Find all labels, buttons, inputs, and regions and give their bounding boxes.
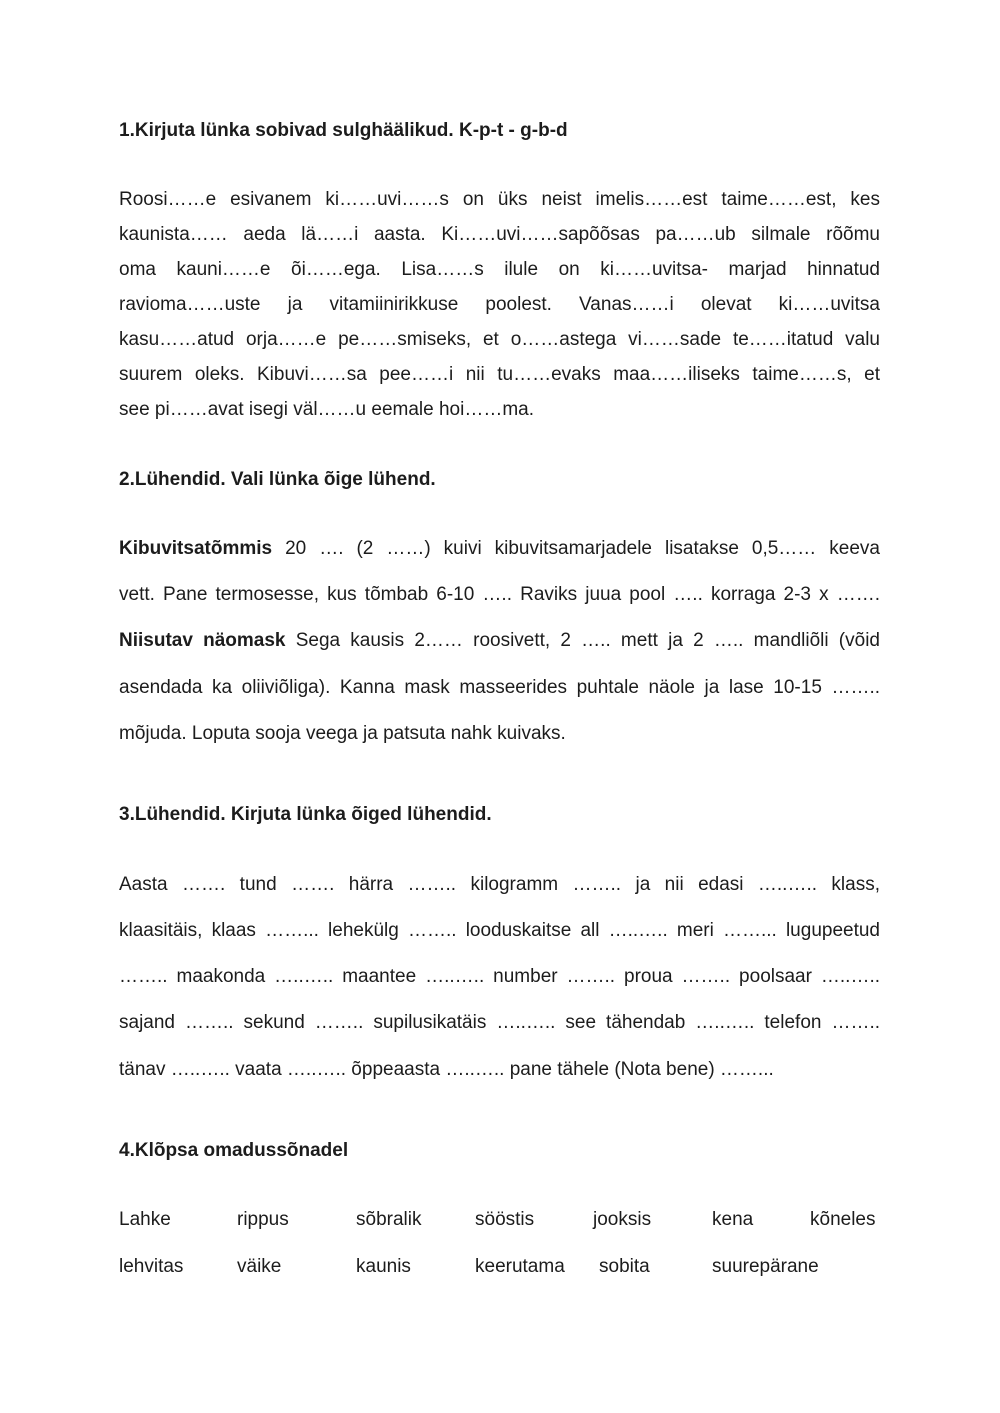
s1-line-7: see pi……avat isegi väl……u eemale hoi……ma. (119, 399, 535, 420)
s3-line-3: …….. maakonda …..….. maantee …..….. number …….. proua …….. poolsaar …..….. (119, 966, 880, 987)
s2-line-1-text: 20 …. (2 ……) kuivi kibuvitsamarjadele lisatakse 0,5…… keeva (272, 538, 880, 559)
word-kena[interactable]: kena (712, 1209, 754, 1230)
word-rippus[interactable]: rippus (237, 1209, 289, 1230)
section-2-title: 2.Lühendid. Vali lünka õige lühend. (119, 469, 436, 490)
recipe-1-name: Kibuvitsatõmmis (119, 538, 273, 559)
section-1-title: 1.Kirjuta lünka sobivad sulghäälikud. K-p-t - g-b-d (119, 120, 568, 141)
word-sobita[interactable]: sobita (599, 1256, 650, 1277)
section-3-title: 3.Lühendid. Kirjuta lünka õiged lühendid. (119, 804, 492, 825)
word-jooksis[interactable]: jooksis (593, 1209, 652, 1230)
s1-line-5: kasu……atud orja……e pe……smiseks, et o……astega vi……sade te……itatud valu (119, 329, 880, 350)
s1-line-2: kaunista…… aeda lä……i aasta. Ki……uvi……sapõõsas pa……ub silmale rõõmu (119, 224, 880, 245)
s2-line-4: asendada ka oliiviõliga). Kanna mask masseerides puhtale näole ja lase 10-15 …….. (119, 677, 880, 698)
s1-line-4: ravioma……uste ja vitamiinirikkuse poolest. Vanas……i olevat ki……uvitsa (119, 294, 880, 315)
word-soostis[interactable]: sööstis (475, 1209, 535, 1230)
section-4-title: 4.Klõpsa omadussõnadel (119, 1140, 349, 1161)
s3-line-2: klaasitäis, klaas ……... lehekülg …….. looduskaitse all …..….. meri ……... lugupeetud (119, 920, 880, 941)
s2-line-2: vett. Pane termosesse, kus tõmbab 6-10 ….. Raviks juua pool ….. korraga 2-3 x ……. (119, 584, 880, 605)
s1-line-3: oma kauni……e õi……ega. Lisa……s ilule on ki……uvitsa- marjad hinnatud (119, 259, 880, 280)
word-suureparane[interactable]: suurepärane (712, 1256, 819, 1277)
word-lahke[interactable]: Lahke (119, 1209, 171, 1230)
word-lehvitas[interactable]: lehvitas (119, 1256, 184, 1277)
s2-line-3-text: Sega kausis 2…… roosivett, 2 ….. mett ja 2 ….. mandliõli (võid (285, 630, 880, 651)
s3-line-4: sajand …….. sekund …….. supilusikatäis …..….. see tähendab …..….. telefon …….. (119, 1012, 880, 1033)
s2-line-5: mõjuda. Loputa sooja veega ja patsuta nahk kuivaks. (119, 723, 566, 744)
s1-line-1: Roosi……e esivanem ki……uvi……s on üks neist imelis……est taime……est, kes (119, 189, 880, 210)
s3-line-5: tänav …..….. vaata …..….. õppeaasta …..….. pane tähele (Nota bene) ……... (119, 1059, 774, 1080)
word-kaunis[interactable]: kaunis (356, 1256, 411, 1277)
word-keerutama[interactable]: keerutama (475, 1256, 565, 1277)
word-koneles[interactable]: kõneles (810, 1209, 876, 1230)
s2-line-3 (119, 630, 880, 652)
s3-line-1: Aasta ……. tund ……. härra …….. kilogramm …….. ja nii edasi …..….. klass, (119, 874, 880, 895)
word-sobralik[interactable]: sõbralik (356, 1209, 422, 1230)
s1-line-6: suurem oleks. Kibuvi……sa pee……i nii tu……evaks maa……iliseks taime……s, et (119, 364, 880, 385)
recipe-2-name: Niisutav näomask (119, 630, 286, 651)
s2-line-1 (119, 538, 880, 560)
word-vaike[interactable]: väike (237, 1256, 282, 1277)
